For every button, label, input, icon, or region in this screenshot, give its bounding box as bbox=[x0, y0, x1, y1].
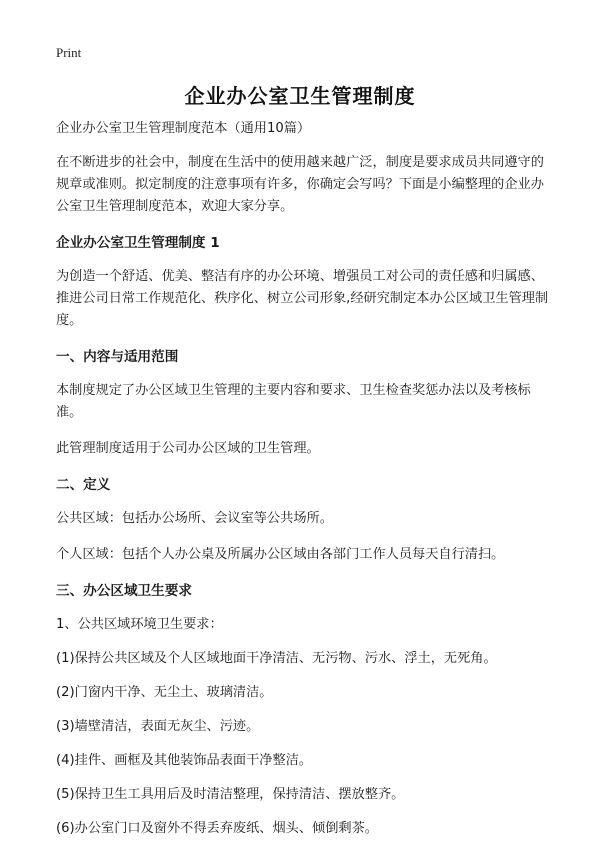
print-link[interactable]: Print bbox=[56, 45, 82, 60]
scope-paragraph-2: 此管理制度适用于公司办公区域的卫生管理。 bbox=[56, 441, 320, 456]
page-title: 企业办公室卫生管理制度 bbox=[184, 84, 416, 108]
heading-scope: 一、内容与适用范围 bbox=[56, 349, 179, 365]
requirements-intro: 1、公共区域环境卫生要求： bbox=[56, 617, 223, 632]
heading-requirements: 三、办公区域卫生要求 bbox=[56, 583, 192, 599]
section-heading: 企业办公室卫生管理制度 1 bbox=[56, 235, 220, 251]
intro-paragraph: 在不断进步的社会中，制度在生活中的使用越来越广泛，制度是要求成员共同遵守的规章或准则。拟定制度的注意事项有许多，你确定会写吗？下面是小编整理的企业办公室卫生管理制度范本，欢迎大家分享。 bbox=[56, 155, 544, 214]
list-item: (2)门窗内干净、无尘土、玻璃清洁。 bbox=[56, 685, 273, 700]
list-item: (5)保持卫生工具用后及时清洁整理，保持清洁、摆放整齐。 bbox=[56, 787, 405, 802]
list-item: (3)墙壁清洁，表面无灰尘、污迹。 bbox=[56, 719, 260, 734]
scope-paragraph-1: 本制度规定了办公区域卫生管理的主要内容和要求、卫生检查奖惩办法以及考核标准。 bbox=[56, 383, 531, 420]
heading-definition: 二、定义 bbox=[56, 477, 111, 493]
document-body bbox=[56, 118, 552, 852]
list-item: (1)保持公共区域及个人区域地面干净清洁、无污物、污水、浮土，无死角。 bbox=[56, 651, 497, 666]
purpose-paragraph: 为创造一个舒适、优美、整洁有序的办公环境、增强员工对公司的责任感和归属感、推进公司日常工作规范化、秩序化、树立公司形象,经研究制定本办公区域卫生管理制度。 bbox=[56, 269, 549, 328]
definition-personal: 个人区域：包括个人办公桌及所属办公区域由各部门工作人员每天自行清扫。 bbox=[56, 547, 505, 562]
document-subtitle: 企业办公室卫生管理制度范本（通用10篇） bbox=[56, 121, 311, 136]
list-item: (4)挂件、画框及其他装饰品表面干净整洁。 bbox=[56, 753, 313, 768]
list-item: (6)办公室门口及窗外不得丢弃废纸、烟头、倾倒剩茶。 bbox=[56, 821, 378, 836]
definition-public: 公共区域：包括办公场所、会议室等公共场所。 bbox=[56, 511, 333, 526]
